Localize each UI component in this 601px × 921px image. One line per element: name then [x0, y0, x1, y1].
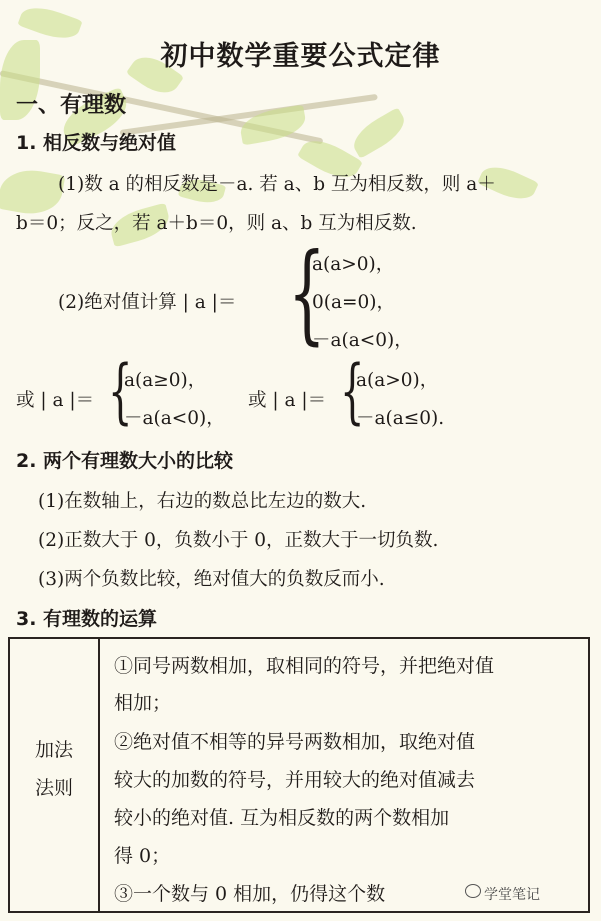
rule-head-label: 加法	[34, 739, 73, 761]
alternative-case-1b: －a(a<0)，	[124, 408, 225, 429]
rule-line: ②绝对值不相等的异号两数相加，取绝对值	[114, 731, 476, 753]
left-brace: {	[340, 350, 365, 432]
alternative-case-2b: －a(a≤0).	[356, 408, 445, 429]
rule-head-label: 法则	[34, 777, 73, 799]
absolute-case-zero: 0(a=0)，	[312, 292, 396, 313]
alternative-absolute-label-1: 或 | a |＝	[16, 390, 95, 411]
comparison-item: (3)两个负数比较，绝对值大的负数反而小.	[38, 569, 385, 590]
watermark-text: 学堂笔记	[484, 887, 540, 903]
section-heading-rational-numbers: 一、有理数	[16, 93, 127, 118]
comparison-item: (1)在数轴上，右边的数总比左边的数大.	[38, 491, 367, 512]
alternative-case-1a: a(a≥0)，	[124, 370, 207, 391]
comparison-item: (2)正数大于 0，负数小于 0，正数大于一切负数.	[38, 530, 439, 551]
subsection-heading-operations: 3. 有理数的运算	[16, 608, 158, 630]
left-brace: {	[288, 231, 326, 356]
paragraph-opposite-line2: b＝0；反之，若 a＋b＝0，则 a、b 互为相反数.	[16, 213, 417, 234]
page-title: 初中数学重要公式定律	[160, 41, 441, 72]
rule-line: 较大的加数的符号，并用较大的绝对值减去	[114, 769, 476, 791]
subsection-heading-opposite-absolute: 1. 相反数与绝对值	[16, 132, 177, 154]
addition-rules-table	[8, 637, 590, 913]
alternative-absolute-label-2: 或 | a |＝	[248, 390, 327, 411]
rule-line: 较小的绝对值. 互为相反数的两个数相加	[114, 807, 450, 829]
subsection-heading-comparison: 2. 两个有理数大小的比较	[16, 450, 234, 472]
absolute-value-label: (2)绝对值计算 | a |＝	[58, 292, 237, 313]
absolute-case-positive: a(a>0)，	[312, 254, 395, 275]
rule-line: ③一个数与 0 相加，仍得这个数	[114, 883, 386, 905]
wechat-icon	[465, 884, 481, 898]
absolute-case-negative: －a(a<0)，	[312, 330, 413, 351]
rule-line: 相加；	[114, 692, 172, 714]
rule-line: 得 0；	[114, 845, 171, 867]
alternative-case-2a: a(a>0)，	[356, 370, 439, 391]
paragraph-opposite-line1: (1)数 a 的相反数是－a. 若 a、b 互为相反数，则 a＋	[58, 174, 496, 195]
left-brace: {	[108, 350, 133, 432]
rule-line: ①同号两数相加，取相同的符号，并把绝对值	[114, 655, 495, 677]
rule-head-cell	[10, 639, 100, 911]
